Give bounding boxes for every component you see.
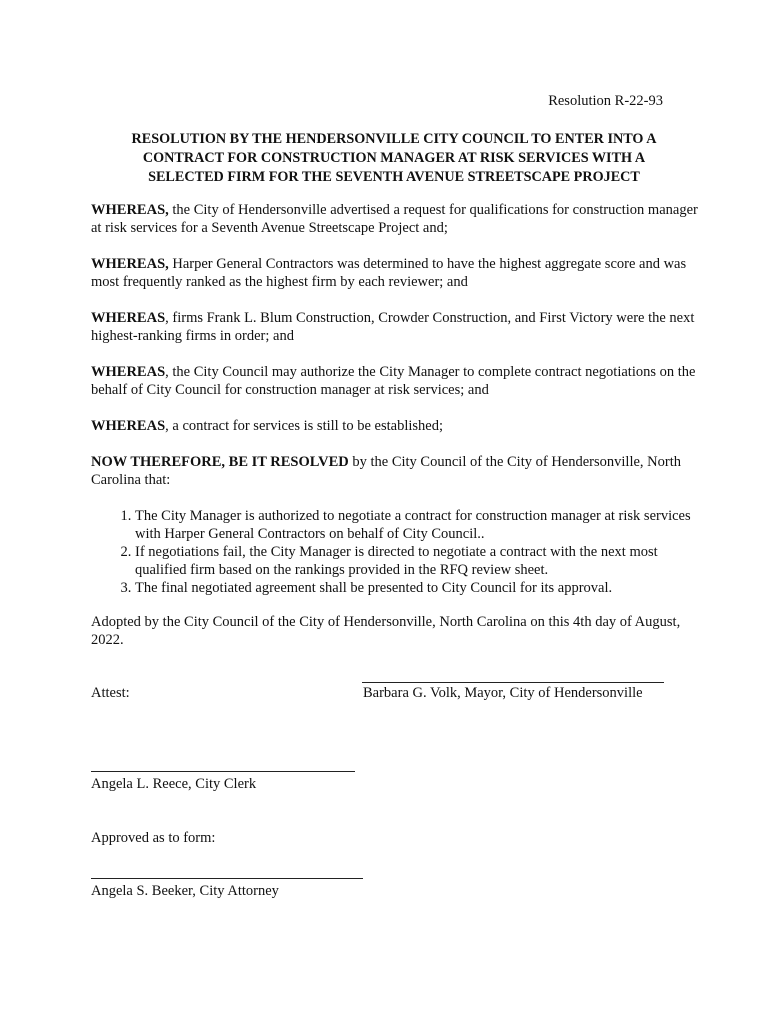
title-line: SELECTED FIRM FOR THE SEVENTH AVENUE STREETSCAPE PROJECT [148,169,640,185]
resolution-item: 1. The City Manager is authorized to negotiate a contract for construction manager at risk services with Harper General Contractors on behalf of City Council.. [135,507,703,543]
clerk-signature-name: Angela L. Reece, City Clerk [91,776,257,792]
attorney-signature-name: Angela S. Beeker, City Attorney [91,883,279,899]
whereas-lead: WHEREAS [91,418,166,434]
attest-label: Attest: [91,685,130,701]
whereas-text: , firms Frank L. Blum Construction, Crowder Construction, and First Victory were the next highest-ranking firms in order; and [91,310,695,344]
adoption-statement: Adopted by the City Council of the City of Hendersonville, North Carolina on this 4th day of August, 2022. [91,614,681,648]
whereas-clause [91,255,703,291]
whereas-text: the City of Hendersonville advertised a request for qualifications for construction manager at risk services for a Seventh Avenue Streetscape Project and; [91,202,698,236]
resolution-item: 3. The final negotiated agreement shall be presented to City Council for its approval. [135,579,703,597]
whereas-clause [91,309,703,345]
whereas-text: , a contract for services is still to be established; [165,418,443,434]
resolution-title [90,130,698,187]
mayor-signature-name: Barbara G. Volk, Mayor, City of Hendersonville [363,685,643,701]
resolution-body [91,201,703,667]
clerk-signature-line [91,771,355,772]
whereas-clause [91,417,703,435]
resolved-clause [91,453,703,489]
resolved-text: by the City Council of the City of Hendersonville, North Carolina that: [91,454,681,488]
title-line: RESOLUTION BY THE HENDERSONVILLE CITY COUNCIL TO ENTER INTO A [131,131,657,147]
whereas-lead: WHEREAS, [91,256,169,272]
title-line: CONTRACT FOR CONSTRUCTION MANAGER AT RISK SERVICES WITH A [142,150,646,166]
resolution-number: Resolution R-22-93 [548,93,663,109]
whereas-clause [91,201,703,237]
resolved-lead: NOW THEREFORE, BE IT RESOLVED [91,454,349,470]
whereas-text: Harper General Contractors was determined to have the highest aggregate score and was most frequently ranked as the highest firm by each reviewer; and [91,256,687,290]
whereas-text: , the City Council may authorize the City Manager to complete contract negotiations on the behalf of City Council for construction manager at risk services; and [91,364,696,398]
whereas-lead: WHEREAS [91,310,166,326]
approved-as-to-form-label: Approved as to form: [91,830,216,846]
mayor-signature-line [362,682,664,683]
resolution-item: 2. If negotiations fail, the City Manager is directed to negotiate a contract with the next most qualified firm based on the rankings provided in the RFQ review sheet. [135,543,703,579]
whereas-lead: WHEREAS [91,364,166,380]
whereas-clause [91,363,703,399]
attorney-signature-line [91,878,363,879]
whereas-lead: WHEREAS, [91,202,169,218]
resolution-list [91,507,703,597]
